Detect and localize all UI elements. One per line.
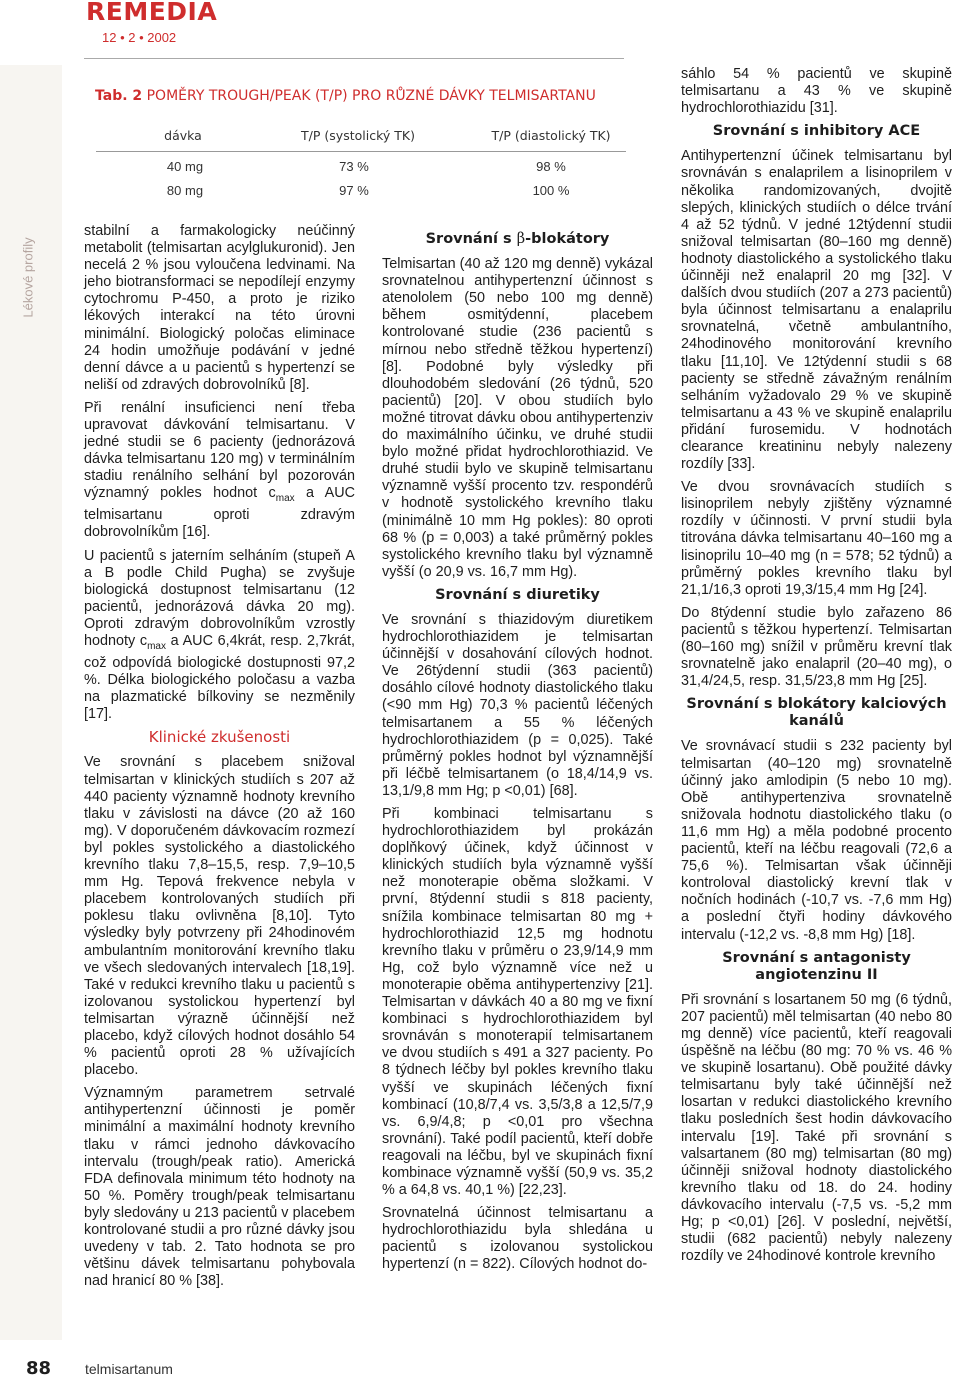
paragraph: Při kombinaci telmisartanu s hydrochlorothiazidem byl prokázán doplňkový účinek, když účinnost v klinických studiích byla významně vyšší než monoterapie oběma složkami. V první, 8týdenní studii s 818 pacienty, snížila kombinace telmisartan 80 mg + hydrochlorothiazid 12,5 mg hodnotu krevního tlaku v průměru o 23,9/14,9 mm Hg, což bylo významně více než u monoterapie oběma antihypertenzivy [21]. Telmisartan v dávkách 40 a 80 mg ve fixní kombinaci s hydrochlorothiazidem byl srovnáván s monoterapií telmisartanem ve dvou studiích s 491 a 327 pacienty. Po 8 týdnech léčby byl pokles krevního tlaku vyšší ve skupinách léčených fixní kombinací (10,8/7,4 vs. 3,5/3,8 a 12,5/7,9 vs. 6,9/4,8; p <0,01 pro všechna srovnání). Také podíl pacientů, kteří dobře reagovali na léčbu, byl ve skupinách fixní kombinace významně vyšší (50,9 vs. 35,2 % a 64,8 vs. 40,1 %) [22,23]. [382, 806, 653, 1199]
table-header-diastolic: T/P (diastolický TK) [491, 128, 611, 143]
table-number: Tab. 2 [95, 88, 143, 104]
footer-label: telmisartanum [85, 1361, 173, 1377]
text-column-3 [681, 66, 952, 1271]
text-column-2 [382, 225, 653, 1280]
page-number: 88 [26, 1358, 52, 1379]
paragraph: sáhlo 54 % pacientů ve skupině telmisartanu a 43 % ve skupině hydrochlorothiazidu [31]. [681, 66, 952, 117]
section-label: Lékové profily [20, 237, 36, 318]
paragraph: Ve srovnávací studii s 232 pacienty byl telmisartan (40–120 mg) srovnatelně účinný jako amlodipin (5 nebo 10 mg). Obě antihypertenziva srovnatelně snižovala hodnotu diastolického tlaku (o 11,6 mm Hg) a měla podobné procento pacientů, kteří na léčbu reagovali (72,6 a 75,6 %). Telmisartan však účinněji kontroloval diastolický krevní tlak v nočních hodinách (-10,7 vs. -7,6 mm Hg) a poslední čtyři hodiny dávkového intervalu (-12,2 vs. -8,8 mm Hg) [18]. [681, 738, 952, 943]
table-cell: 97 % [339, 183, 369, 198]
section-heading: Srovnání s diuretiky [435, 586, 600, 603]
paragraph: Ve srovnání s thiazidovým diuretikem hydrochlorothiazidem je telmisartan účinnější v dosahování cílových hodnot. Ve 26týdenní studii (363 pacientů) dosáhlo cílové hodnoty diastolického tlaku (<90 mm Hg) 70,3 % pacientů léčených telmisartanem a 55 % léčených hydrochlorothiazidem (p = 0,025). Také průměrný pokles hodnot byl významnější při léčbě telmisartanem (o 18,4/14,9 vs. 13,1/9,8 mm Hg; p <0,01) [68]. [382, 611, 653, 799]
paragraph: Významným parametrem setrvalé antihypertenzní účinnosti je poměr minimální a maximální hodnoty krevního tlaku v rámci jednoho dávkovacího intervalu (trough/peak ratio). Americká FDA definovala minimum této hodnoty na 50 %. Poměry trough/peak telmisartanu byly sledovány u 213 pacientů v placebem kontrolované studii a pro různé dávky jsou uvedeny v tab. 2. Tato hodnota se pro většinu dávek telmisartanu pohybovala nad hranicí 80 % [38]. [84, 1085, 355, 1290]
section-heading: Srovnání s antagonisty angiotenzinu II [722, 949, 911, 983]
paragraph: Srovnatelná účinnost telmisartanu a hydrochlorothiazidu byla shledána u pacientů s izolovanou systolickou hypertenzí (n = 822). Cílových hodnot do- [382, 1205, 653, 1273]
paragraph: Při srovnání s losartanem 50 mg (6 týdnů, 207 pacientů) měl telmisartan (40 nebo 80 mg denně) více pacientů, kteří reagovali úspěšně na léčbu (80 mg: 70 % vs. 46 % ve skupině losartanu). Obě použité dávky telmisartanu byly také účinnější než losartan v redukci diastolického krevního tlaku posledních šest hodin dávkovacího intervalu [19]. Také při srovnání s valsartanem (80 mg) telmisartan (80 mg) účinněji snižoval hodnoty diastolického krevního tlaku od 18. do 24. hodiny dávkovacího intervalu (-7,5 vs. -5,2 mm Hg; p <0,01) [26]. V poslední, největší, studii (682 pacientů) nebyly nalezeny rozdíly ve 24hodinové kontrole krevního [681, 991, 952, 1265]
paragraph: Při renální insuficienci není třeba upravovat dávkování telmisartanu. V jedné studii se 6 pacienty (jednorázová dávka telmisartanu 120 mg) v terminálním stadiu renálního selhání byl pozorován významný pokles hodnot $c_{max}$ a AUC telmisartanu oproti zdravým dobrovolníkům [16]. [84, 399, 355, 541]
table-cell: 80 mg [166, 183, 204, 198]
paragraph: U pacientů s jaterním selháním (stupeň A a B podle Child Pugha) se zvyšuje biologická dostupnost telmisartanu (12 pacientů, jednorázová dávka 20 mg). Oproti zdravým dobrovolníkům vzrostly hodnoty $c_{max}$ a AUC 6,4krát, resp. 2,7krát, což odpovídá biologické dostupnosti 97,2 %. Délka biologického poločasu a vazba na plazmatické bílkoviny se nezměnily [17]. [84, 547, 355, 723]
table-header-systolic: T/P (systolický TK) [301, 128, 415, 143]
table-title-text: POMĚRY TROUGH/PEAK (T/P) PRO RŮZNÉ DÁVKY TELMISARTANU [146, 88, 596, 104]
table-header-rule [96, 151, 626, 152]
paragraph: Ve srovnání s placebem snižoval telmisartan v klinických studiích s 207 až 440 pacienty významně hodnoty krevního tlaku v závislosti na dávce (20 až 160 mg). V doporučeném dávkovacím rozmezí byl pokles systolického a diastolického krevního tlaku 7,8–15,5, resp. 7,9–10,5 mm Hg. Tepová frekvence nebyla v placebem kontrolovaných studiích při poklesu tlaku ovlivněna [8,10]. Tyto výsledky byly potvrzeny při 24hodinovém ambulantním monitorování krevního tlaku ve všech sledovaných intervalech [18,19]. Také v redukci krevního tlaku u pacientů s izolovanou systolickou hypertenzí byl telmisartan výrazně účinnější než placebo, když cílových hodnot dosáhlo 54 % pacientů oproti 28 % užívajících placebo. [84, 754, 355, 1079]
table-cell: 40 mg [166, 159, 204, 174]
section-heading: Srovnání s blokátory kalciových kanálů [686, 696, 947, 730]
table-cell: 100 % [532, 183, 570, 198]
header-rule [84, 58, 624, 59]
paragraph: stabilní a farmakologicky neúčinný metabolit (telmisartan acylglukuronid). Jen necelá 2 % jsou vyloučena ledvinami. Na jeho biotransformaci se nepodílejí enzymy cytochromu P-450, a proto je riziko lékových interakcí na této úrovni minimální. Biologický poločas eliminace 24 hodin umožňuje podávání v jedné denní dávce a u pacientů s hypertenzí se neliší od zdravých dobrovolníků [8]. [84, 223, 355, 393]
paragraph: Do 8týdenní studie bylo zařazeno 86 pacientů s těžkou hypertenzí. Telmisartan (80–160 mg) snížil v průměru krevní tlak srovnatelně jako enalapril (20–40 mg), o 31,4/24,5, resp. 31,5/23,8 mm Hg [25]. [681, 604, 952, 690]
paragraph: Telmisartan (40 až 120 mg denně) vykázal srovnatelnou antihypertenzní účinnost s atenololem (50 nebo 100 mg denně) během osmitýdenní, placebem kontrolované studie (236 pacientů s mírnou nebo středně těžkou hypertenzí) [8]. Podobné byly výsledky při dlouhodobém sledování (26 týdnů, 520 pacientů) [20]. V obou studiích bylo možné titrovat dávku obou antihypertenziv do maximálního účinku, ve druhé studii bylo možné přidat hydrochlorothiazid. Ve druhé studii bylo ve skupině telmisartanu významně vyšší procento tzv. respondérů v hodnotě systolického krevního tlaku (minimálně 10 mm Hg pokles): 80 oproti 68 % (p = 0,003) a také průměrný pokles systolického krevního tlaku byl významně vyšší (o 20,9 vs. 16,7 mm Hg). [382, 256, 653, 580]
journal-logo: REMEDIA [86, 0, 218, 26]
section-heading: Srovnání s inhibitory ACE [712, 123, 921, 140]
section-heading: Srovnání s β-blokátory [425, 231, 610, 247]
table-cell: 73 % [339, 159, 369, 174]
paragraph: Ve dvou srovnávacích studiích s lisinoprilem nebyly zjištěny významné rozdíly v účinnosti. V první studii byla titrována dávka telmisartanu 40–160 mg a lisinoprilu 10–40 mg (n = 578; 52 týdnů) a průměrný pokles krevního tlaku byl 21,1/16,3 oproti 19,3/15,4 mm Hg [24]. [681, 479, 952, 598]
table-title [95, 88, 596, 104]
table-header-dose: dávka [164, 128, 202, 143]
issue-number: 12 • 2 • 2002 [102, 30, 177, 45]
text-column-1 [84, 223, 355, 1296]
section-heading: Klinické zkušenosti [148, 728, 291, 747]
paragraph: Antihypertenzní účinek telmisartanu byl srovnáván s enalaprilem a lisinoprilem v několika randomizovaných, dvojitě slepých, klinických studiích o délce trvání 4 až 52 týdnů. V jedné 12týdenní studii snižoval telmisartan (80–160 mg denně) hodnoty diastolického a systolického tlaku účinněji než enalapril 20 mg [32]. V dalších dvou studiích (207 a 273 pacientů) byla účinnost telmisartanu a enalaprilu srovnatelná, včetně ambulantního, 24hodinového monitorování krevního tlaku [11,10]. Ve 12týdenní studii s 68 pacienty se středně závažným renálním selháním vyžadovalo 29 % ve skupině telmisartanu a 43 % ve skupině enalaprilu přidání furosemidu. V hodnotách clearance kreatininu nebyly nalezeny rozdíly [33]. [681, 148, 952, 473]
table-cell: 98 % [536, 159, 566, 174]
